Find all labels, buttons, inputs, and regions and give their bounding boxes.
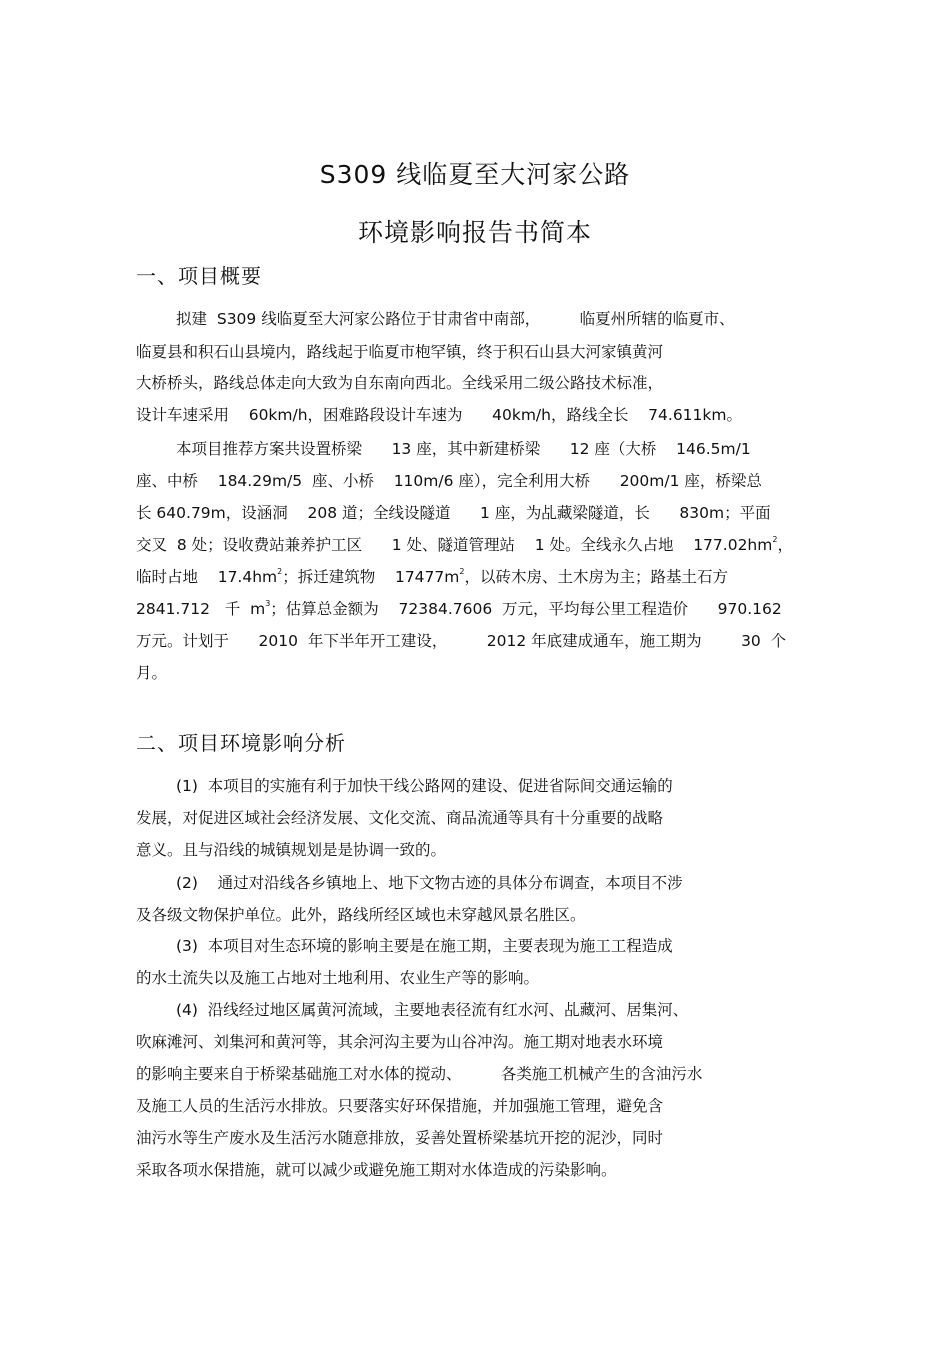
paragraph-line: 的水土流失以及施工占地对土地利用、农业生产等的影响。 [136, 969, 540, 987]
paragraph-line: 拟建 S309 线临夏至大河家公路位于甘肃省中南部， 临夏州所辖的临夏市、 [176, 310, 735, 328]
paragraph-line: 的影响主要来自于桥梁基础施工对水体的搅动、 各类施工机械产生的含油污水 [136, 1065, 703, 1083]
paragraph-line: 设计车速采用 60km/h，困难路段设计车速为 40km/h，路线全长 74.611km。 [136, 406, 742, 424]
paragraph-line: (3) 本项目对生态环境的影响主要是在施工期，主要表现为施工工程造成 [176, 937, 673, 955]
paragraph-line: 发展，对促进区域社会经济发展、文化交流、商品流通等具有十分重要的战略 [136, 809, 664, 827]
document-title-line2: 环境影响报告书简本 [357, 218, 592, 247]
superscript: 2 [459, 567, 465, 576]
paragraph-line: 临夏县和积石山县境内，路线起于临夏市枹罕镇，终于积石山县大河家镇黄河 [136, 343, 664, 361]
section2-heading: 二、项目环境影响分析 [136, 731, 346, 755]
paragraph-line: 及施工人员的生活污水排放。只要落实好环保措施，并加强施工管理，避免含 [136, 1097, 664, 1115]
paragraph-line: (4) 沿线经过地区属黄河流域，主要地表径流有红水河、乩藏河、居集河、 [176, 1001, 689, 1019]
line-text: 交叉 8 处；设收费站兼养护工区 1 处、隧道管理站 1 处。全线永久占地 177.02hm [136, 536, 773, 554]
paragraph-line: 油污水等生产废水及生活污水随意排放，妥善处置桥梁基坑开挖的泥沙，同时 [136, 1129, 664, 1147]
superscript: 2 [277, 567, 283, 576]
paragraph-line: 采取各项水保措施，就可以减少或避免施工期对水体造成的污染影响。 [136, 1161, 617, 1179]
paragraph-line: 交叉 8 处；设收费站兼养护工区 1 处、隧道管理站 1 处。全线永久占地 $177.02hm^2$， [136, 535, 793, 554]
paragraph-line: 本项目推荐方案共设置桥梁 13 座，其中新建桥梁 12 座（大桥 146.5m/1 [176, 440, 751, 458]
paragraph-line: 万元。计划于 2010 年下半年开工建设， 2012 年底建成通车，施工期为 30 个 [136, 632, 787, 650]
document-title-line1: S309 线临夏至大河家公路 [319, 160, 631, 189]
superscript: 3 [265, 599, 271, 608]
line-text: 2841.712 千 m [136, 600, 266, 618]
paragraph-line [136, 565, 728, 587]
paragraph-line: 座、中桥 184.29m/5 座、小桥 110m/6 座），完全利用大桥 200m/1 座，桥梁总 [136, 472, 762, 490]
paragraph-line: 及各级文物保护单位。此外，路线所经区域也未穿越风景名胜区。 [136, 906, 586, 924]
line-text: ；拆迁建筑物 17477m [282, 568, 460, 586]
section1-heading: 一、项目概要 [136, 264, 262, 288]
paragraph-line: 意义。且与沿线的城镇规划是是协调一致的。 [136, 841, 447, 859]
line-text: ，以砖木房、土木房为主；路基土石方 [464, 568, 728, 586]
paragraph-line: 月。 [136, 664, 168, 682]
line-text: ；估算总金额为 72384.7606 万元，平均每公里工程造价 970.162 [270, 600, 782, 618]
line-text: 临时占地 17.4hm [136, 568, 278, 586]
paragraph-line: 吹麻滩河、刘集河和黄河等，其余河沟主要为山谷冲沟。施工期对地表水环境 [136, 1033, 664, 1051]
superscript: 2 [772, 535, 778, 544]
paragraph-line: (2) 通过对沿线各乡镇地上、地下文物古迹的具体分布调查，本项目不涉 [176, 874, 683, 892]
paragraph-line: 大桥桥头，路线总体走向大致为自东南向西北。全线采用二级公路技术标准， [136, 374, 664, 392]
paragraph-line [136, 597, 782, 619]
paragraph-line: (1) 本项目的实施有利于加快干线公路网的建设、促进省际间交通运输的 [176, 777, 673, 795]
paragraph-line: 长 640.79m，设涵洞 208 道；全线设隧道 1 座，为乩藏梁隧道，长 830m；平面 [136, 504, 771, 522]
